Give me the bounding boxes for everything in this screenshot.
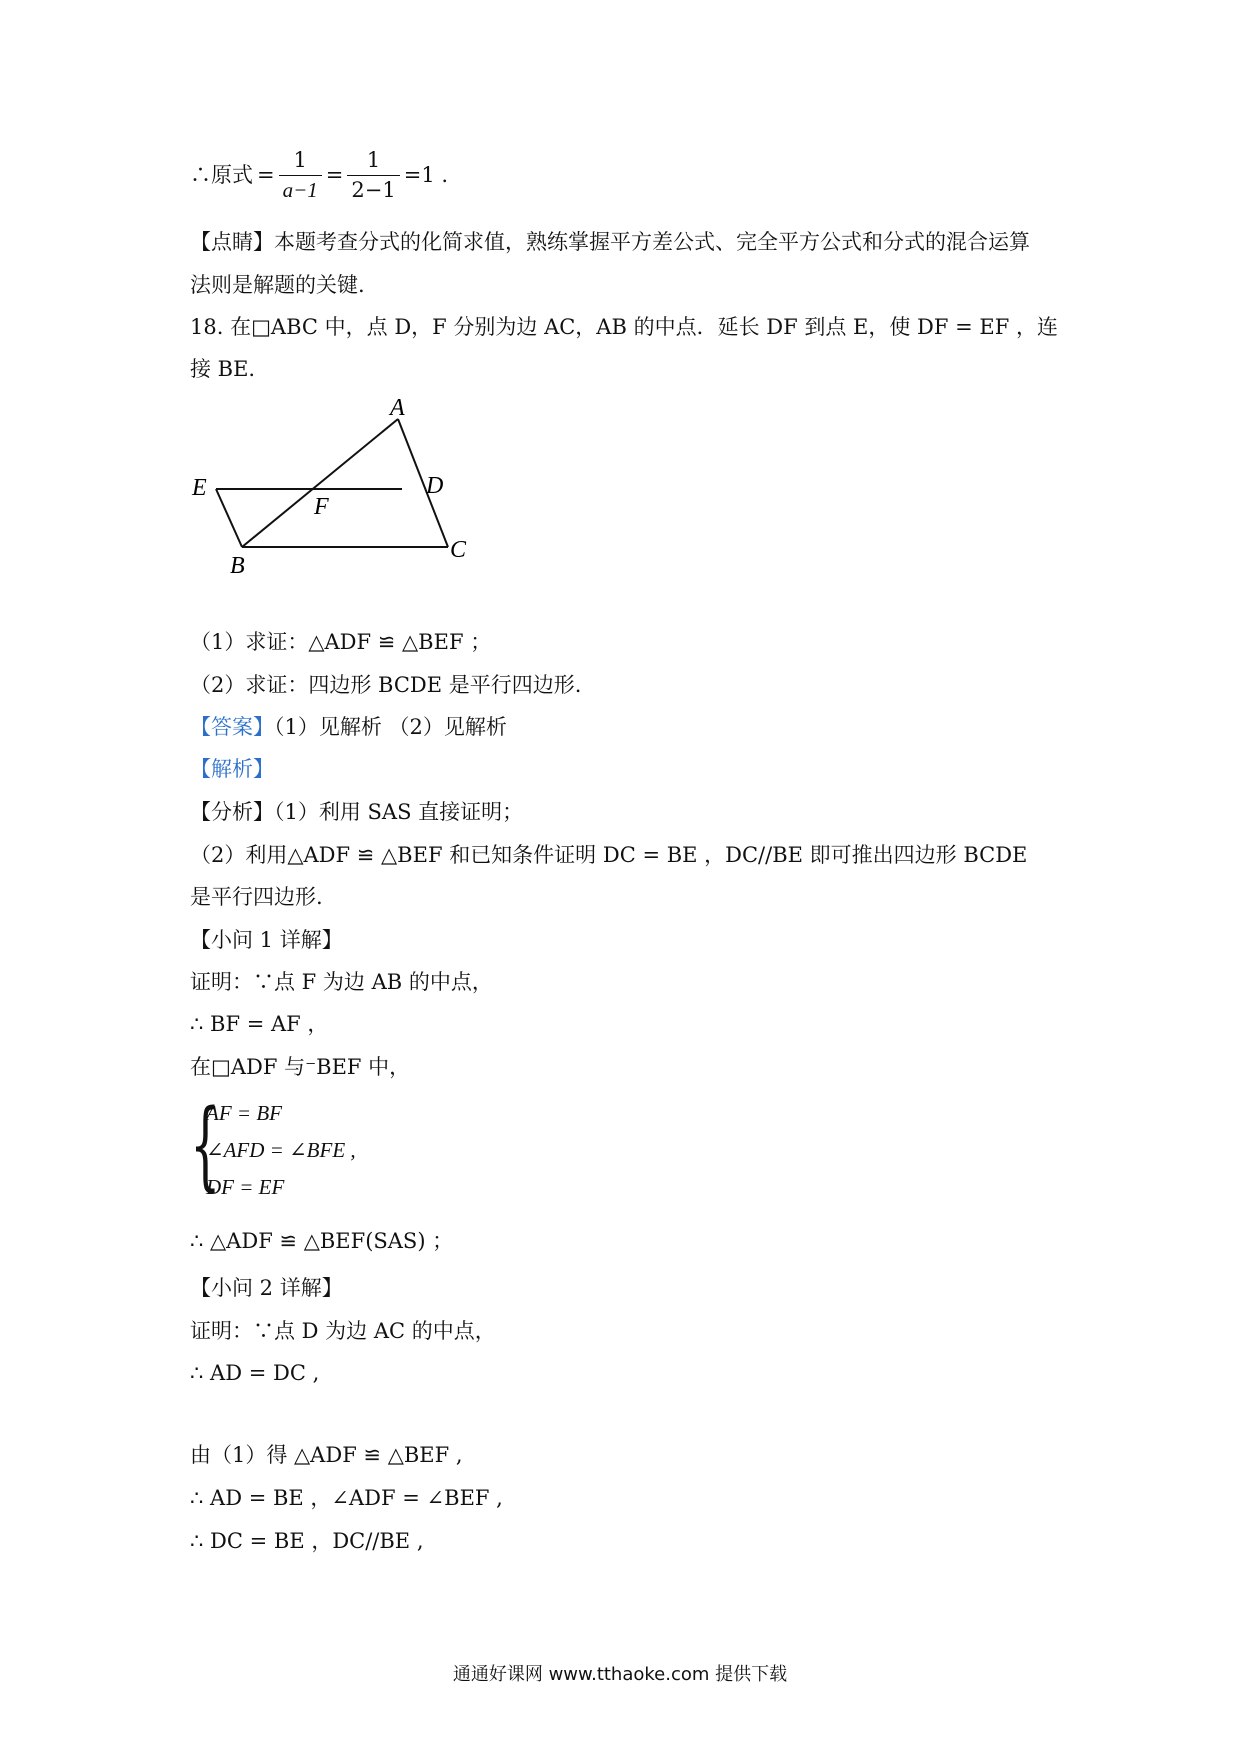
result-end: =1 . — [403, 163, 449, 187]
analysis-line3: 是平行四边形. — [190, 885, 323, 909]
system-row-3: DF = EF — [206, 1175, 285, 1199]
part-1: （1）求证：△ADF ≌ △BEF ； — [190, 630, 492, 654]
result-eq1: = — [257, 163, 275, 187]
fraction-2-denominator: 2−1 — [351, 178, 396, 202]
analysis-line1: 【分析】（1）利用 SAS 直接证明； — [190, 800, 524, 824]
part-2: （2）求证：四边形 BCDE 是平行四边形. — [190, 673, 582, 697]
answer-text: （1）见解析 （2）见解析 — [274, 715, 507, 739]
analysis-line2: （2）利用△ADF ≌ △BEF 和已知条件证明 DC = BE ，DC//BE 即可推出四边形 BCDE — [190, 843, 1028, 867]
segment-AB — [242, 419, 398, 547]
dianjing-line1: 【点睛】本题考查分式的化简求值，熟练掌握平方差公式、完全平方公式和分式的混合运算 — [190, 230, 1030, 254]
jiexi-tag: 【解析】 — [190, 757, 274, 781]
sub1-line3: 在□ADF 与⁻BEF 中， — [190, 1055, 411, 1079]
label-E: E — [192, 475, 207, 501]
result-prefix: ∴原式 — [190, 163, 253, 187]
sub1-line4: ∴ △ADF ≌ △BEF(SAS) ； — [190, 1229, 454, 1253]
sub1-line1: 证明：∵点 F 为边 AB 的中点， — [190, 970, 493, 994]
dianjing-line2: 法则是解题的关键. — [190, 273, 365, 297]
footer: 通通好课网 www.tthaoke.com 提供下载 — [452, 1664, 788, 1685]
fraction-2-numerator: 1 — [347, 150, 399, 176]
system-row-2: ∠AFD = ∠BFE , — [206, 1138, 356, 1162]
fraction-1-denominator: a−1 — [282, 178, 318, 202]
equation-system — [190, 1089, 490, 1217]
question-18-line1: 18. 在□ABC 中，点 D，F 分别为边 AC，AB 的中点．延长 DF 到点 E，使 DF = EF ，连 — [190, 315, 1058, 339]
label-F: F — [314, 494, 329, 520]
fraction-1-numerator: 1 — [279, 150, 322, 176]
result-line — [190, 150, 448, 201]
segment-EB — [216, 489, 242, 547]
sub1-line2: ∴ BF = AF ， — [190, 1012, 329, 1036]
fraction-2 — [347, 150, 399, 201]
brace-icon: { — [190, 1089, 221, 1201]
sub2-line5: ∴ DC = BE ，DC//BE , — [190, 1529, 424, 1553]
sub2-line1: 证明：∵点 D 为边 AC 的中点， — [190, 1319, 496, 1343]
label-A: A — [390, 395, 405, 421]
sub2-line3: 由（1）得 △ADF ≌ △BEF , — [190, 1443, 463, 1467]
sub2-line4: ∴ AD = BE ，∠ADF = ∠BEF , — [190, 1486, 503, 1510]
sub2-title: 【小问 2 详解】 — [190, 1276, 343, 1300]
answer-line — [190, 717, 507, 738]
label-B: B — [230, 553, 245, 579]
sub1-title: 【小问 1 详解】 — [190, 928, 343, 952]
system-row-1: AF = BF — [206, 1101, 282, 1125]
label-C: C — [450, 537, 467, 563]
sub2-line2: ∴ AD = DC , — [190, 1361, 320, 1385]
geometry-figure — [180, 395, 480, 595]
question-18-line2: 接 BE. — [190, 357, 256, 381]
answer-tag: 【答案】 — [190, 715, 274, 739]
fraction-1 — [279, 150, 322, 201]
label-D: D — [426, 473, 444, 499]
result-eq2: = — [325, 163, 344, 187]
